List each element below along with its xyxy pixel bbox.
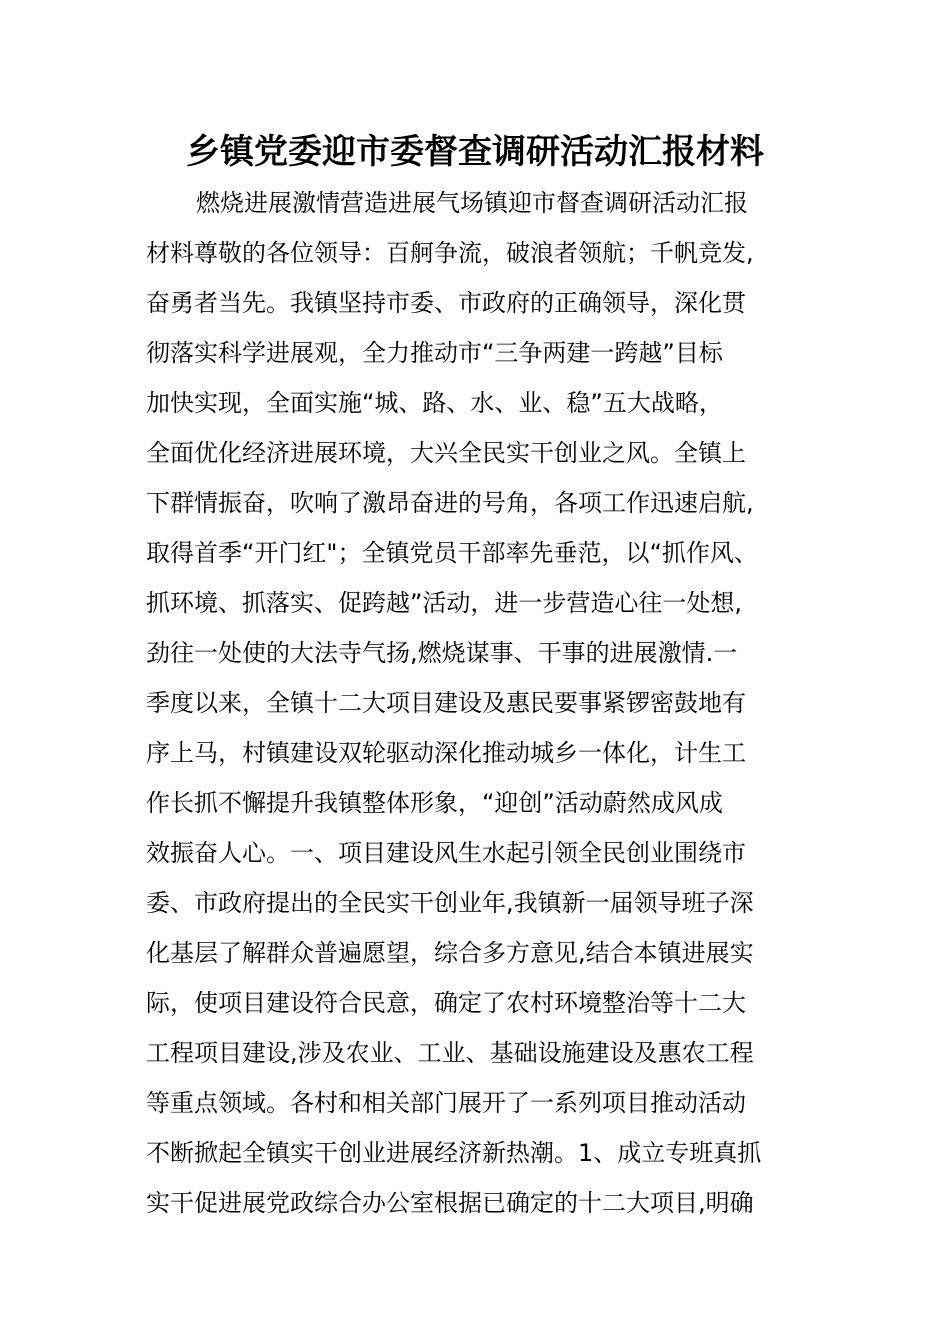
text-line: 下群情振奋，吹响了激昂奋进的号角，各项工作迅速启航, [146, 489, 754, 517]
text-line: 材料尊敬的各位领导：百舸争流，破浪者领航；千帆竞发, [146, 239, 754, 267]
text-line: 奋勇者当先。我镇坚持市委、市政府的正确领导，深化贯 [146, 289, 746, 317]
text-line: 化基层了解群众普遍愿望，综合多方意见,结合本镇进展实 [146, 939, 754, 967]
text-line: 效振奋人心。一、项目建设风生水起引领全民创业围绕市 [146, 839, 746, 867]
text-line: 季度以来，全镇十二大项目建设及惠民要事紧锣密鼓地有 [146, 689, 746, 717]
text-line: 抓环境、抓落实、促跨越”活动，进一步营造心往一处想, [146, 589, 743, 617]
text-line: 作长抓不懈提升我镇整体形象，“迎创”活动蔚然成风成 [146, 789, 723, 817]
text-line: 全面优化经济进展环境，大兴全民实干创业之风。全镇上 [146, 439, 746, 467]
text-line: 实干促进展党政综合办公室根据已确定的十二大项目,明确 [146, 1189, 754, 1217]
text-line: 燃烧进展激情营造进展气场镇迎市督查调研活动汇报 [196, 189, 748, 217]
text-line: 际，使项目建设符合民意，确定了农村环境整治等十二大 [146, 989, 746, 1017]
document-body [146, 178, 846, 1228]
text-line: 劲往一处使的大法寺气扬,燃烧谋事、干事的进展激情.一 [146, 639, 738, 667]
text-line: 加快实现，全面实施“城、路、水、业、稳”五大战略， [146, 389, 723, 417]
text-line: 不断掀起全镇实干创业进展经济新热潮。1、成立专班真抓 [146, 1139, 762, 1167]
text-line: 序上马，村镇建设双轮驱动深化推动城乡一体化，计生工 [146, 739, 746, 767]
text-line: 彻落实科学进展观，全力推动市“三争两建一跨越”目标 [146, 339, 723, 367]
text-line: 等重点领域。各村和相关部门展开了一系列项目推动活动 [146, 1089, 746, 1117]
document-title: 乡镇党委迎市委督查调研活动汇报材料 [186, 132, 764, 172]
text-line: 取得首季“开门红"；全镇党员干部率先垂范，以“抓作风、 [146, 539, 758, 567]
text-line: 工程项目建设,涉及农业、工业、基础设施建设及惠农工程 [146, 1039, 754, 1067]
text-line: 委、市政府提出的全民实干创业年,我镇新一届领导班子深 [146, 889, 754, 917]
